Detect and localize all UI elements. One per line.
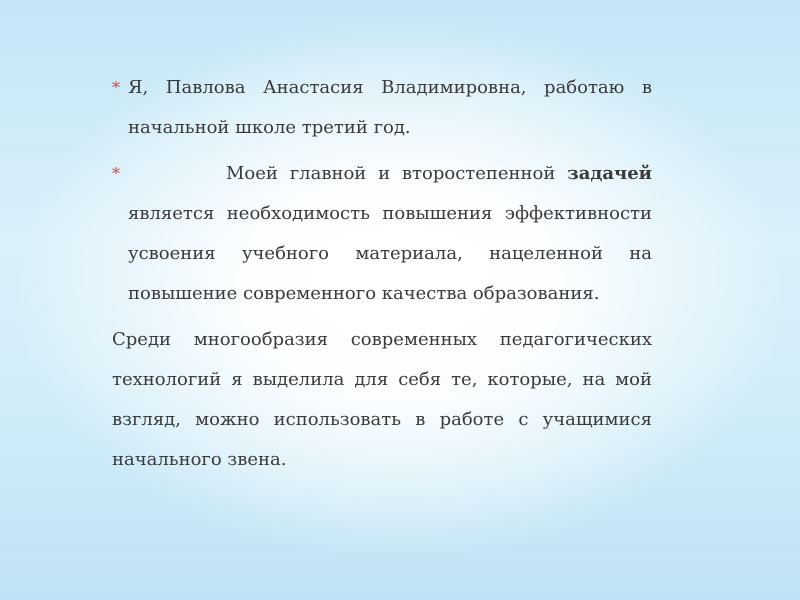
bullet-marker: * [112, 164, 120, 183]
bullet-2-text-before-bold: Моей главной и второстепенной [226, 163, 568, 184]
bullet-1-rest: начальной школе третий год. [128, 117, 411, 138]
bullet-2-first-line [128, 154, 652, 194]
bullet-2-rest: является необходимость повышения эффективности усвоения учебного материала, нацеленной на повышение современного качества образования. [128, 203, 652, 304]
body-paragraph: Среди многообразия современных педагогических технологий я выделила для себя те, которые, на мой взгляд, можно использовать в работе с учащимися начального звена. [112, 329, 652, 470]
bullet-item-1 [112, 68, 652, 148]
bullet-marker: * [112, 78, 120, 97]
slide-content [112, 68, 652, 480]
bullet-item-2 [112, 154, 652, 314]
bullet-1-first-line: Я, Павлова Анастасия Владимировна, работаю в [128, 77, 652, 98]
bullet-2-bold-word: задачей [567, 163, 652, 184]
